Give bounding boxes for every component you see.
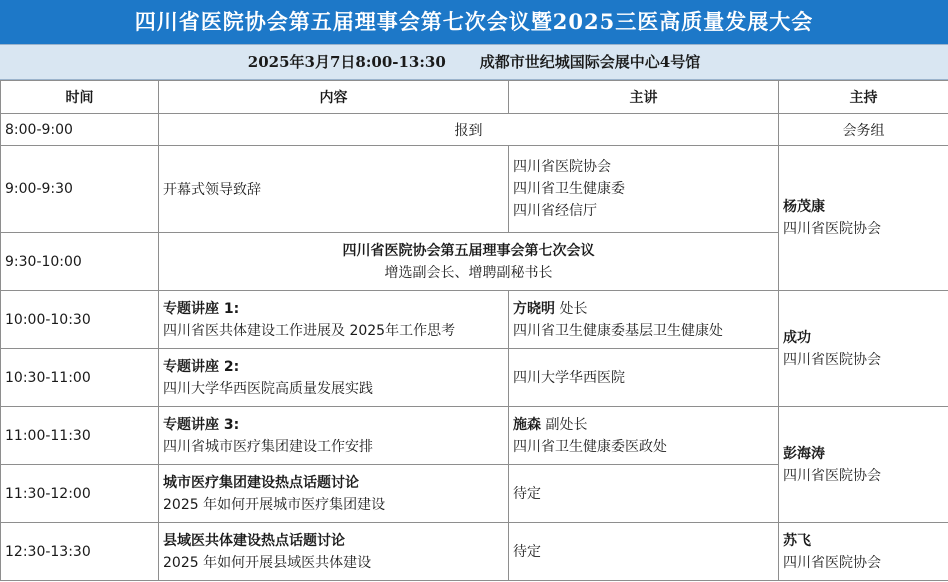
host-cell <box>779 291 948 407</box>
session-title: 专题讲座 1: <box>163 300 240 317</box>
event-venue: 成都市世纪城国际会展中心4号馆 <box>479 53 701 71</box>
table-row <box>1 114 948 146</box>
table-row <box>1 407 948 465</box>
speaker-org: 四川大学华西医院 <box>513 369 625 386</box>
speaker-cell <box>509 465 779 523</box>
session-title: 专题讲座 2: <box>163 358 240 375</box>
speaker-name: 施森 <box>513 416 541 433</box>
time-cell: 12:30-13:30 <box>1 523 159 581</box>
table-row <box>1 523 948 581</box>
session-title: 县域医共体建设热点话题讨论 <box>163 532 345 549</box>
content-cell <box>159 407 509 465</box>
header-time: 时间 <box>1 81 159 114</box>
session-desc: 四川省城市医疗集团建设工作安排 <box>163 438 373 455</box>
speaker-name: 方晓明 <box>513 300 555 317</box>
speaker-org: 四川省卫生健康委基层卫生健康处 <box>513 322 723 339</box>
session-title: 四川省医院协会第五届理事会第七次会议 <box>342 242 595 259</box>
content-cell <box>159 233 779 291</box>
content-cell <box>159 523 509 581</box>
time-cell: 9:30-10:00 <box>1 233 159 291</box>
host-name: 彭海涛 <box>783 445 825 462</box>
host-cell <box>779 523 948 581</box>
speaker-org: 四川省卫生健康委 <box>513 181 625 197</box>
session-desc: 2025 年如何开展县域医共体建设 <box>163 554 372 571</box>
speaker-cell <box>509 291 779 349</box>
session-desc: 2025 年如何开展城市医疗集团建设 <box>163 496 386 513</box>
session-title: 城市医疗集团建设热点话题讨论 <box>163 474 359 491</box>
host-cell <box>779 407 948 523</box>
content-cell: 开幕式领导致辞 <box>159 146 509 233</box>
session-desc: 四川大学华西医院高质量发展实践 <box>163 380 373 397</box>
host-name: 苏飞 <box>783 532 811 549</box>
speaker-org: 待定 <box>513 543 541 560</box>
time-cell: 11:30-12:00 <box>1 465 159 523</box>
speaker-cell <box>509 407 779 465</box>
content-cell <box>159 291 509 349</box>
speaker-line <box>513 414 774 436</box>
host-org: 四川省医院协会 <box>783 351 881 368</box>
time-cell: 11:00-11:30 <box>1 407 159 465</box>
speaker-line <box>513 298 774 320</box>
speaker-cell <box>509 146 779 233</box>
speaker-role: 处长 <box>555 300 588 317</box>
page-title: 四川省医院协会第五届理事会第七次会议暨2025三医高质量发展大会 <box>0 0 948 44</box>
table-row <box>1 291 948 349</box>
header-speaker: 主讲 <box>509 81 779 114</box>
speaker-org: 四川省医院协会 <box>513 159 611 175</box>
host-org: 四川省医院协会 <box>783 221 881 237</box>
host-org: 四川省医院协会 <box>783 554 881 571</box>
table-header-row <box>1 81 948 114</box>
event-info-bar <box>0 44 948 80</box>
speaker-org: 待定 <box>513 485 541 502</box>
speaker-org: 四川省卫生健康委医政处 <box>513 438 667 455</box>
table-row <box>1 146 948 233</box>
time-cell: 8:00-9:00 <box>1 114 159 146</box>
header-host: 主持 <box>779 81 948 114</box>
speaker-role: 副处长 <box>541 416 588 433</box>
speaker-cell <box>509 349 779 407</box>
session-desc: 增选副会长、增聘副秘书长 <box>384 264 553 281</box>
host-org: 四川省医院协会 <box>783 467 881 484</box>
speaker-org: 四川省经信厅 <box>513 203 597 219</box>
host-name: 杨茂康 <box>783 199 825 215</box>
content-cell <box>159 465 509 523</box>
speaker-cell <box>509 523 779 581</box>
event-date: 2025年3月7日8:00-13:30 <box>247 53 446 71</box>
time-cell: 9:00-9:30 <box>1 146 159 233</box>
time-cell: 10:00-10:30 <box>1 291 159 349</box>
content-cell <box>159 349 509 407</box>
content-cell: 报到 <box>159 114 779 146</box>
session-desc: 四川省医共体建设工作进展及 2025年工作思考 <box>163 322 456 339</box>
schedule-table <box>0 80 948 581</box>
time-cell: 10:30-11:00 <box>1 349 159 407</box>
header-content: 内容 <box>159 81 509 114</box>
host-cell: 会务组 <box>779 114 948 146</box>
host-name: 成功 <box>783 329 811 346</box>
host-cell <box>779 146 948 291</box>
session-title: 专题讲座 3: <box>163 416 240 433</box>
